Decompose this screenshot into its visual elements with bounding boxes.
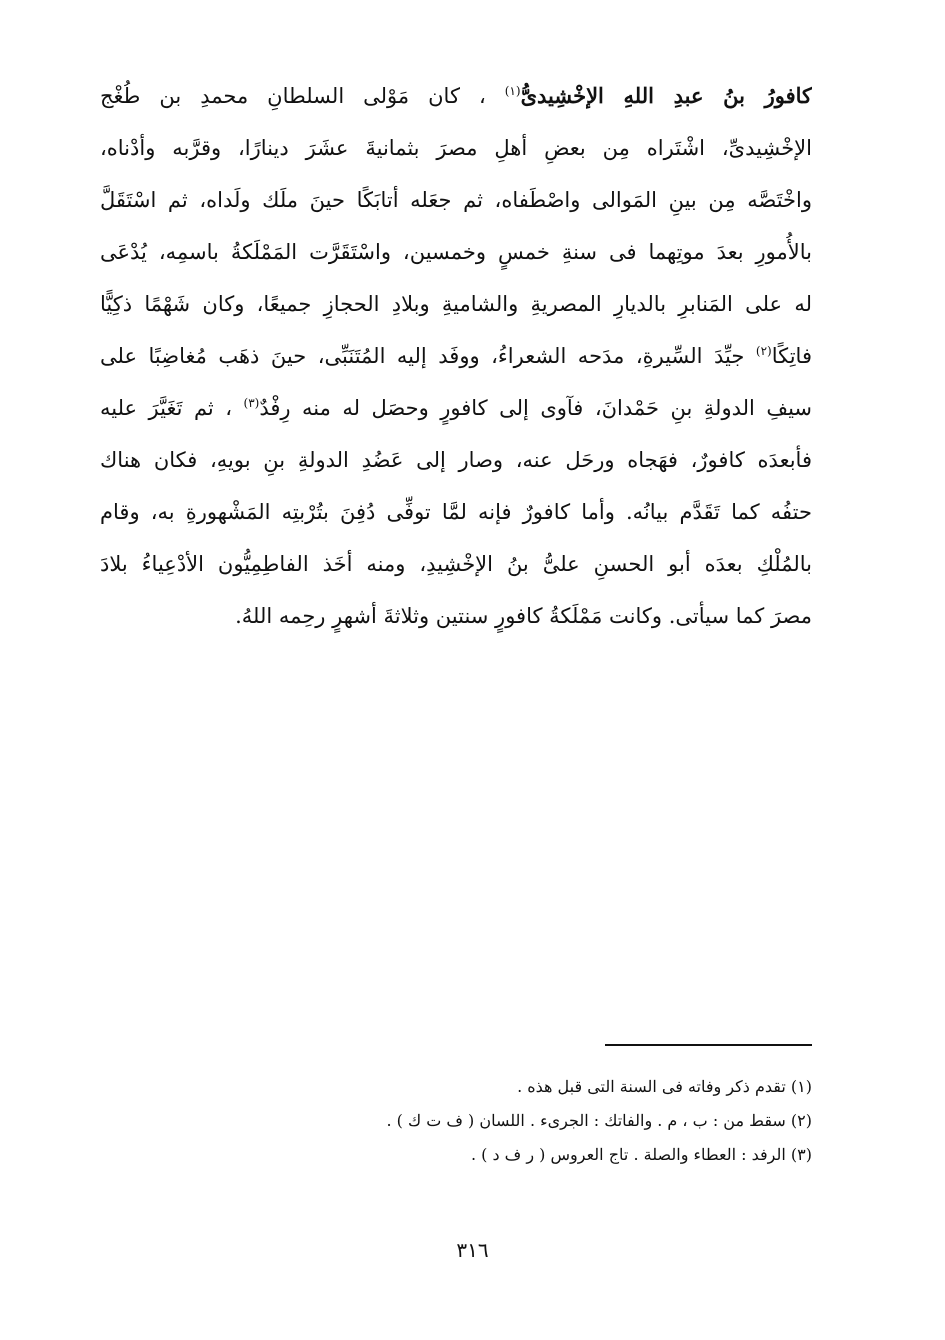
text-line-8: فأبعدَه كافورٌ، فهَجاه ورحَل عنه، وصار إلى عَضُدِ الدولةِ بنِ بويهِ، فكان هناك xyxy=(100,448,812,472)
text-segment: جيِّدَ السِّيرةِ، مدَحه الشعراءُ، ووفَد إليه المُتَنَبِّى، حينَ ذهَب مُغاضِبًا على xyxy=(100,344,745,368)
main-text xyxy=(100,70,812,642)
footnote-3: (٣) الرفد : العطاء والصلة . تاج العروس ( ر ف د ) . xyxy=(470,1145,812,1164)
footnotes xyxy=(100,1070,812,1172)
footnote-separator xyxy=(605,1044,812,1046)
footnote-ref-3[interactable]: (٣) xyxy=(243,396,260,410)
text-line-10: بالمُلْكِ بعدَه أبو الحسنِ علىُّ بنُ الإخْشِيدِ، ومنه أخَذ الفاطِمِيُّون الأدْعِياءُ بلادَ xyxy=(100,552,812,576)
text-segment: سيفِ الدولةِ بنِ حَمْدانَ، فآوى إلى كافورٍ وحصَل له منه رِفْدٌ xyxy=(259,396,812,420)
text-line-7 xyxy=(100,382,812,434)
footnote-1: (١) تقدم ذكر وفاته فى السنة التى قبل هذه . xyxy=(517,1077,812,1096)
text-line-11: مصرَ كما سيأتى. وكانت مَمْلَكةُ كافورٍ سنتين وثلاثةَ أشهرٍ رحِمه اللهُ. xyxy=(235,604,812,628)
text-line-2: الإخْشِيدىِّ، اشْتَراه مِن بعضِ أهلِ مصرَ بثمانيةَ عشَرَ دينارًا، وقرَّبه وأدْناه، xyxy=(100,136,812,160)
text-line-5: له على المَنابرِ بالديارِ المصريةِ والشاميةِ وبلادِ الحجازِ جميعًا، وكان شَهْمًا ذكِيًّا xyxy=(100,292,812,316)
text-line-3: واخْتَصَّه مِن بينِ المَوالى واصْطَفاه، ثم جعَله أتابَكًا حينَ ملَك ولَداه، ثم اسْتَقَلَّ xyxy=(100,188,812,212)
text-segment: فاتِكًا xyxy=(771,344,812,368)
text-line-6 xyxy=(100,330,812,382)
text-line-9: حتفُه كما تَقَدَّم بيانُه. وأما كافورٌ فإنه لمَّا توفِّى دُفِنَ بتُرْبتِه المَشْهورةِ به، وقام xyxy=(100,500,812,524)
footnote-ref-1[interactable]: (١) xyxy=(504,84,521,98)
page-number: ٣١٦ xyxy=(456,1238,489,1262)
text-segment: ، كان مَوْلى السلطانِ محمدِ بن طُغْج xyxy=(100,84,486,108)
footnote-ref-2[interactable]: (٢) xyxy=(755,344,772,358)
text-line-1 xyxy=(100,70,812,122)
entry-heading: كافورُ بنُ عبدِ اللهِ الإخْشِيدىُّ xyxy=(520,83,812,108)
text-line-4: بالأُمورِ بعدَ موتِهما فى سنةِ خمسٍ وخمسين، واسْتَقَرَّت المَمْلَكةُ باسمِه، يُدْعَى xyxy=(100,240,812,264)
text-segment: ، ثم تَغَيَّرَ عليه xyxy=(100,396,233,420)
footnote-2: (٢) سقط من : ب ، م . والفاتك : الجرىء . اللسان ( ف ت ك ) . xyxy=(386,1111,812,1130)
